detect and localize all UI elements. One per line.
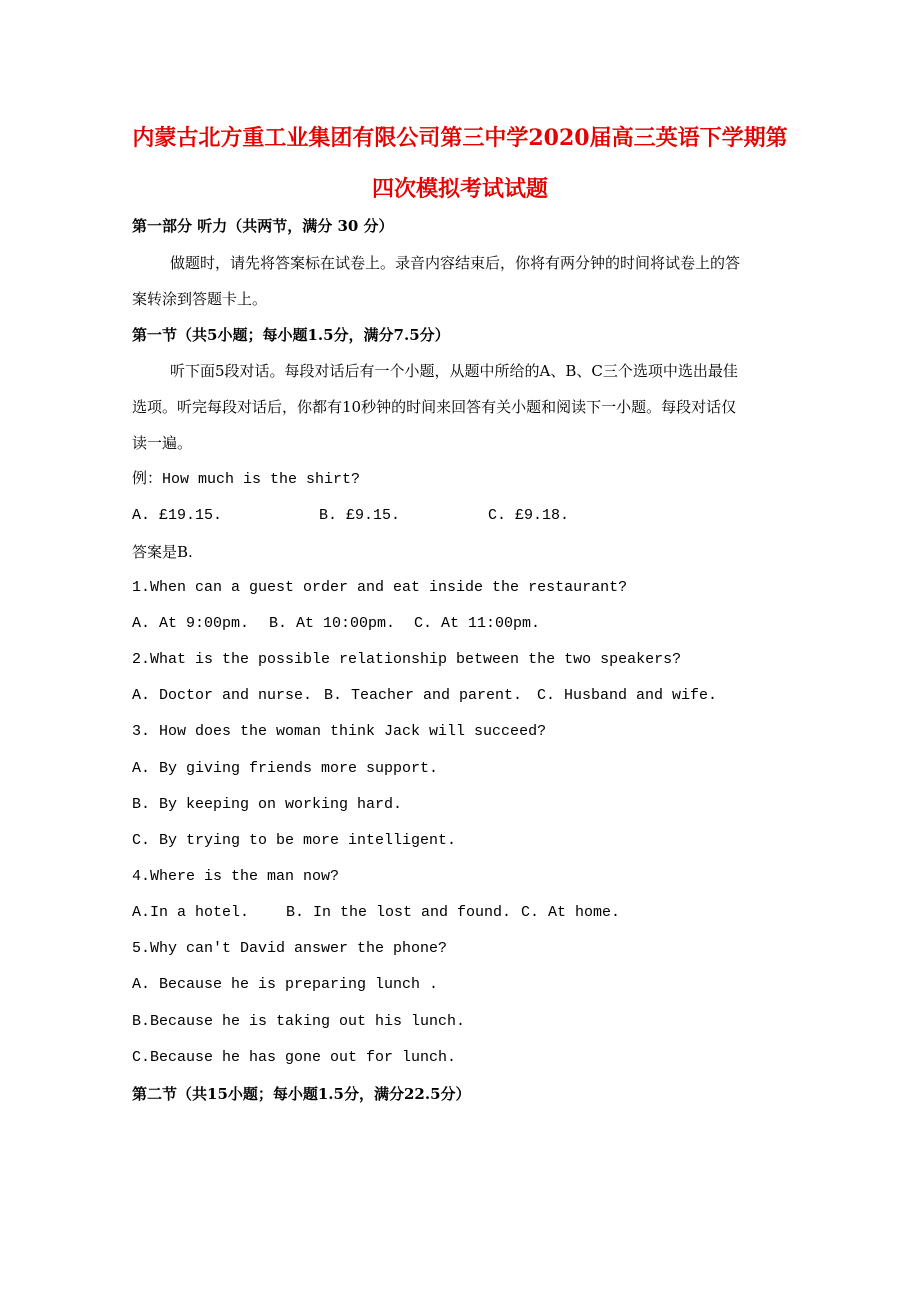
example-option-b: B. £9.15. — [319, 507, 401, 524]
question-4-option-c: C. At home. — [521, 904, 621, 921]
section2-heading: 第二节（共15小题；每小题1.5分，满分22.5分） — [132, 1085, 471, 1103]
question-2-option-c: C. Husband and wife. — [537, 687, 718, 704]
question-1-option-c: C. At 11:00pm. — [414, 615, 541, 632]
question-5: 5.Why can't David answer the phone? — [132, 940, 448, 957]
example-question: 例：How much is the shirt? — [132, 471, 361, 488]
instructions-line-1: 做题时，请先将答案标在试卷上。录音内容结束后，你将有两分钟的时间将试卷上的答 — [170, 254, 741, 272]
question-4: 4.Where is the man now? — [132, 868, 340, 885]
question-1: 1.When can a guest order and eat inside the restaurant? — [132, 579, 628, 596]
question-5-option-c: C.Because he has gone out for lunch. — [132, 1049, 457, 1066]
example-option-a: A. £19.15. — [132, 507, 223, 524]
section1-intro-line-2: 选项。听完每段对话后，你都有10秒钟的时间来回答有关小题和阅读下一小题。每段对话仅 — [132, 398, 737, 416]
question-3-option-c: C. By trying to be more intelligent. — [132, 832, 457, 849]
question-2: 2.What is the possible relationship between the two speakers? — [132, 651, 682, 668]
question-1-option-a: A. At 9:00pm. — [132, 615, 250, 632]
document-title-line-2: 四次模拟考试试题 — [371, 176, 548, 202]
part1-heading: 第一部分 听力（共两节，满分 30 分） — [132, 217, 394, 235]
section1-intro-line-1: 听下面5段对话。每段对话后有一个小题，从题中所给的A、B、C三个选项中选出最佳 — [170, 362, 738, 380]
section1-intro-line-3: 读一遍。 — [132, 434, 193, 452]
question-5-option-a: A. Because he is preparing lunch . — [132, 976, 439, 993]
question-1-option-b: B. At 10:00pm. — [269, 615, 396, 632]
document-title-line-1: 内蒙古北方重工业集团有限公司第三中学2020届高三英语下学期第 — [132, 125, 788, 151]
question-2-option-a: A. Doctor and nurse. — [132, 687, 313, 704]
instructions-line-2: 案转涂到答题卡上。 — [132, 290, 268, 308]
question-4-option-b: B. In the lost and found. — [286, 904, 512, 921]
example-option-c: C. £9.18. — [488, 507, 570, 524]
question-2-option-b: B. Teacher and parent. — [324, 687, 523, 704]
example-answer: 答案是B. — [132, 543, 193, 561]
section1-heading: 第一节（共5小题；每小题1.5分，满分7.5分） — [132, 326, 450, 344]
question-3-option-b: B. By keeping on working hard. — [132, 796, 403, 813]
question-3-option-a: A. By giving friends more support. — [132, 760, 439, 777]
question-5-option-b: B.Because he is taking out his lunch. — [132, 1013, 466, 1030]
question-3: 3. How does the woman think Jack will succeed? — [132, 723, 547, 740]
question-4-option-a: A.In a hotel. — [132, 904, 250, 921]
